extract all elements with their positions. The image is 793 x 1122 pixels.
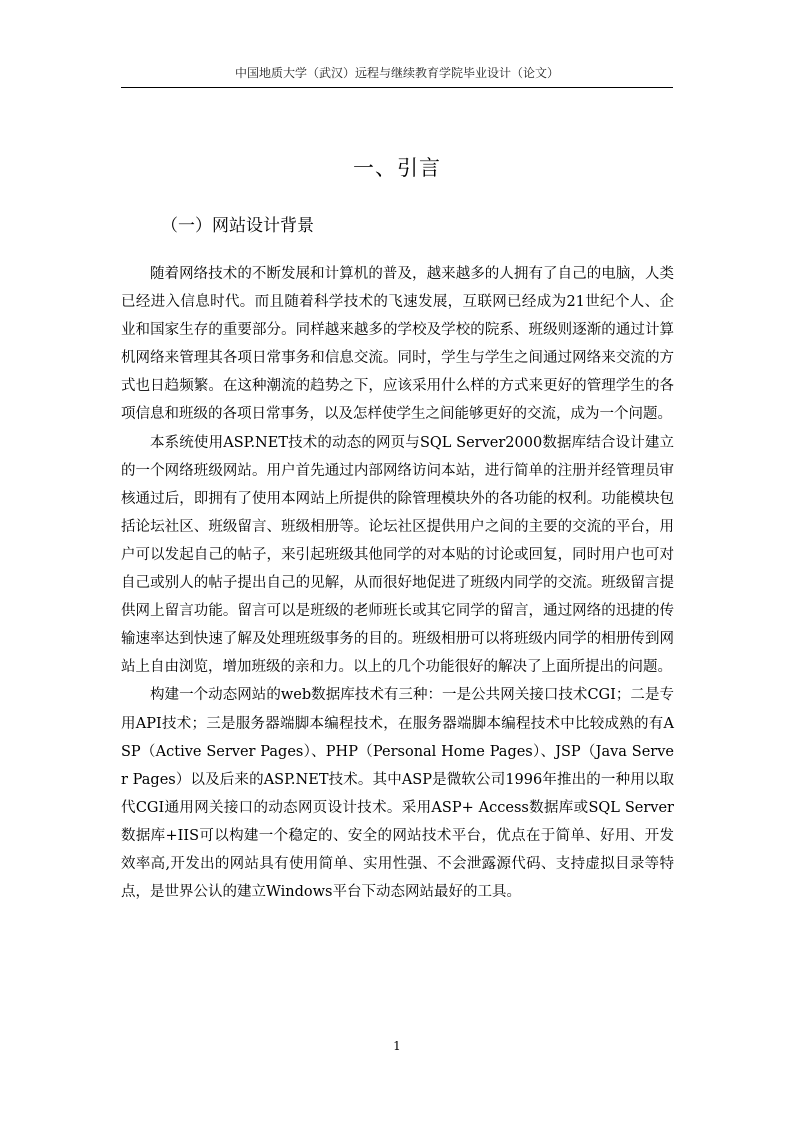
page-number: 1 <box>393 1039 401 1053</box>
section-title: （一）网站设计背景 <box>161 216 314 236</box>
paragraph-background: 随着网络技术的不断发展和计算机的普及，越来越多的人拥有了自己的电脑，人类已经进入信息时代。而且随着科学技术的飞速发展，互联网已经成为21世纪个人、企业和国家生存的重要部分。同样越来越多的学校及学校的院系、班级则逐渐的通过计算机网络来管理其各项日常事务和信息交流。同时，学生与学生之间通过网络来交流的方式也日趋频繁。在这种潮流的趋势之下，应该采用什么样的方式来更好的管理学生的各项信息和班级的各项日常事务，以及怎样使学生之间能够更好的交流，成为一个问题。 <box>121 266 674 423</box>
header-divider <box>121 87 673 88</box>
page-header: 中国地质大学（武汉）远程与继续教育学院毕业设计（论文） <box>234 66 559 80</box>
paragraph-system-overview: 本系统使用ASP.NET技术的动态的网页与SQL Server2000数据库结合设计建立的一个网络班级网站。用户首先通过内部网络访问本站，进行简单的注册并经管理员审核通过后，即拥有了使用本网站上所提供的除管理模块外的各功能的权利。功能模块包括论坛社区、班级留言、班级相册等。论坛社区提供用户之间的主要的交流的平台，用户可以发起自己的帖子，来引起班级其他同学的对本贴的讨论或回复，同时用户也可对自己或别人的帖子提出自己的见解，从而很好地促进了班级内同学的交流。班级留言提供网上留言功能。留言可以是班级的老师班长或其它同学的留言，通过网络的迅捷的传输速率达到快速了解及处理班级事务的目的。班级相册可以将班级内同学的相册传到网站上自由浏览，增加班级的亲和力。以上的几个功能很好的解决了上面所提出的问题。 <box>121 434 674 676</box>
body-text <box>121 260 674 906</box>
paragraph-web-technologies: 构建一个动态网站的web数据库技术有三种：一是公共网关接口技术CGI；二是专用API技术；三是服务器端脚本编程技术，在服务器端脚本编程技术中比较成熟的有ASP（Active Server Pages）、PHP（Personal Home Pages）、JSP（Java Server Pages）以及后来的ASP.NET技术。其中ASP是微软公司1996年推出的一种用以取代CGI通用网关接口的动态网页设计技术。采用ASP+ Access数据库或SQL Server数据库+IIS可以构建一个稳定的、安全的网站技术平台，优点在于简单、好用、开发效率高,开发出的网站具有使用简单、实用性强、不会泄露源代码、支持虚拟目录等特点，是世界公认的建立Windows平台下动态网站最好的工具。 <box>121 687 674 901</box>
chapter-title: 一、引言 <box>353 156 441 180</box>
